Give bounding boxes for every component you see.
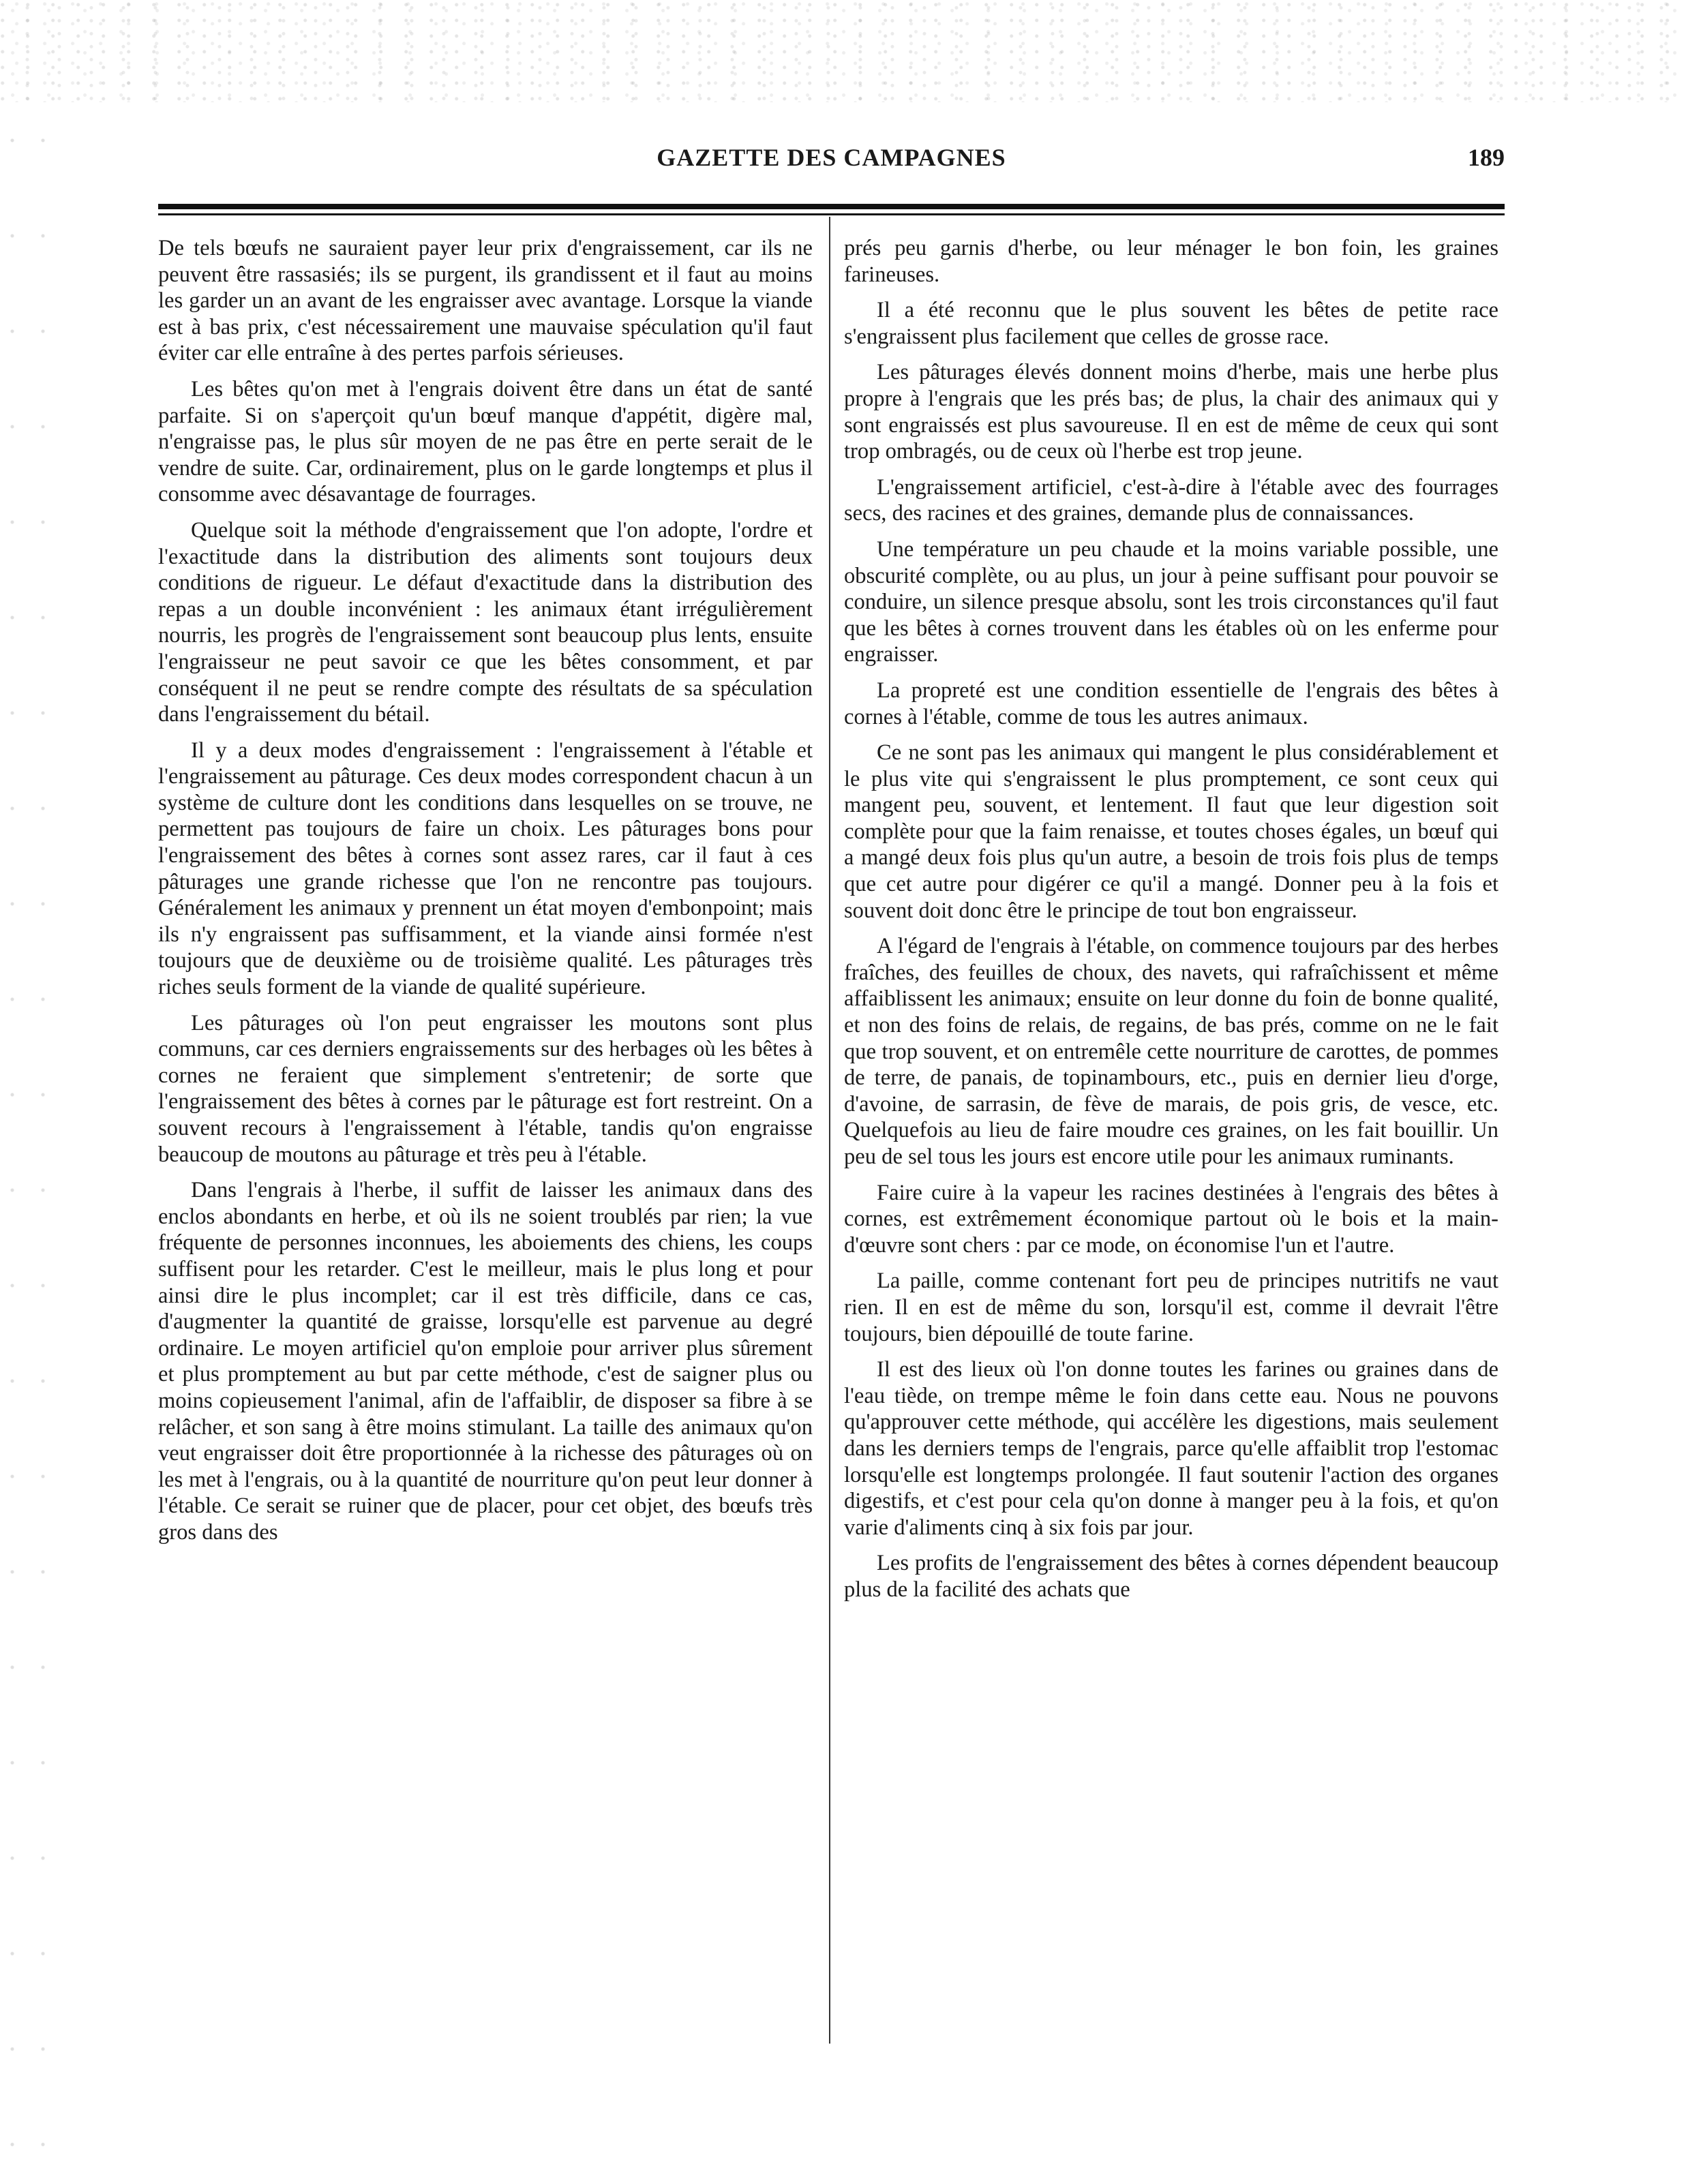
paragraph: Il y a deux modes d'engraissement : l'engraissement à l'étable et l'engraissement au pâturage. Ces deux modes correspondent chacun à un système de culture dont les conditions dans lesquelles on se trouve, ne permettent pas toujours de faire un choix. Les pâturages bons pour l'engraissement des bêtes à cornes sont assez rares, car il faut à ces pâturages une grande richesse que l'on ne rencontre pas toujours. Généralement les animaux y prennent un état moyen d'embonpoint; mais ils n'y engraissent pas suffisamment, et la viande ainsi formée n'est toujours que de deuxième ou de troisième qualité. Les pâturages très riches seuls forment de la viande de qualité supérieure. xyxy=(158,738,813,1000)
scan-noise-top xyxy=(0,0,1688,102)
paragraph: La paille, comme contenant fort peu de principes nutritifs ne vaut rien. Il en est de même du son, lorsqu'il est, comme il devrait l'être toujours, bien dépouillé de toute farine. xyxy=(844,1269,1498,1346)
column-divider xyxy=(829,217,830,2044)
paragraph: De tels bœufs ne sauraient payer leur prix d'engraissement, car ils ne peuvent être rassasiés; ils se purgent, ils grandissent et il faut au moins les garder un an avant de les engraisser avec avantage. Lorsque la viande est à bas prix, c'est nécessairement une mauvaise spéculation qu'il faut éviter car elle entraîne à des pertes parfois sérieuses. xyxy=(158,236,813,366)
publication-title: GAZETTE DES CAMPAGNES xyxy=(657,144,1006,171)
paragraph: Faire cuire à la vapeur les racines destinées à l'engrais des bêtes à cornes, est extrêmement économique partout où le bois et la main-d'œuvre sont chers : par ce mode, on économise l'un et l'autre. xyxy=(844,1180,1498,1258)
paragraph: Il est des lieux où l'on donne toutes les farines ou graines dans de l'eau tiède, on trempe même le foin dans cette eau. Nous ne pouvons qu'approuver cette méthode, qui accélère les digestions, mais seulement dans les derniers temps de l'engrais, parce qu'elle affaiblit trop l'estomac lorsqu'elle est longtemps prolongée. Il faut soutenir l'action des organes digestifs, et c'est pour cela qu'on donne à manger peu à la fois, et qu'on varie d'aliments cinq à six fois par jour. xyxy=(844,1357,1498,1540)
paragraph: Quelque soit la méthode d'engraissement que l'on adopte, l'ordre et l'exactitude dans la distribution des aliments sont toujours deux conditions de rigueur. Le défaut d'exactitude dans la distribution des repas a un double inconvénient : les animaux étant irrégulièrement nourris, les progrès de l'engraissement sont beaucoup plus lents, ensuite l'engraisseur ne peut savoir ce que les bêtes consomment, et par conséquent il ne peut se rendre compte des résultats de sa spéculation dans l'engraissement du bétail. xyxy=(158,517,813,727)
paragraph: Les bêtes qu'on met à l'engrais doivent être dans un état de santé parfaite. Si on s'aperçoit qu'un bœuf manque d'appétit, digère mal, n'engraisse pas, le plus sûr moyen de ne pas être en perte serait de le vendre de suite. Car, ordinairement, plus on le garde longtemps et plus il consomme avec désavantage de fourrages. xyxy=(158,376,813,507)
page-header xyxy=(158,143,1505,191)
paragraph: Les pâturages élevés donnent moins d'herbe, mais une herbe plus propre à l'engrais que les prés bas; de plus, la chair des animaux qui y sont engraissés est plus savoureuse. Il en est de même de ceux qui sont trop ombragés, ou de ceux où l'herbe est trop jeune. xyxy=(844,360,1498,464)
paragraph: Une température un peu chaude et la moins variable possible, une obscurité complète, ou au plus, un jour à peine suffisant pour pouvoir se conduire, un silence presque absolu, sont les trois circonstances qu'il faut que les bêtes à cornes trouvent dans les étables où on les enferme pour engraisser. xyxy=(844,536,1498,667)
paragraph: Les pâturages où l'on peut engraisser les moutons sont plus communs, car ces derniers engraissements sur des herbages où les bêtes à cornes ne feraient que simplement s'entretenir; de sorte que l'engraissement des bêtes à cornes par le pâturage est fort restreint. On a souvent recours à l'engraissement à l'étable, tandis qu'on engraisse beaucoup de moutons au pâturage et très peu à l'étable. xyxy=(158,1010,813,1167)
paragraph: Ce ne sont pas les animaux qui mangent le plus considérablement et le plus vite qui s'engraissent le plus promptement, ce sont ceux qui mangent peu, souvent, et lentement. Il faut que leur digestion soit complète pour que la faim renaisse, et toutes choses égales, un bœuf qui a mangé deux fois plus qu'un autre, a besoin de trois fois plus de temps que cet autre pour digérer ce qu'il a mangé. Donner peu à la fois et souvent doit donc être le principe de tout bon engraisseur. xyxy=(844,740,1498,923)
paragraph: Dans l'engrais à l'herbe, il suffit de laisser les animaux dans des enclos abondants en herbe, et où ils ne soient troublés par rien; la vue fréquente de personnes inconnues, les aboiements des chiens, les coups suffisent pour les retarder. C'est le meilleur, mais le plus long et pour ainsi dire le plus incomplet; car il est très difficile, dans ce cas, d'augmenter la quantité de graisse, lorsqu'elle est parvenue au degré ordinaire. Le moyen artificiel qu'on emploie pour arriver plus sûrement et plus promptement au but par cette méthode, c'est de saigner plus ou moins copieusement l'animal, afin de l'affaiblir, de disposer sa fibre à se relâcher, et son sang à être moins stimulant. La taille des animaux qu'on veut engraisser doit être proportionnée à la richesse des pâturages où on les met à l'engrais, ou à la quantité de nourriture qu'on peut leur donner à l'étable. Ce serait se ruiner que de placer, pour cet objet, des bœufs très gros dans des xyxy=(158,1178,813,1545)
paragraph: Il a été reconnu que le plus souvent les bêtes de petite race s'engraissent plus facilement que celles de grosse race. xyxy=(844,298,1498,349)
header-rule-thick xyxy=(158,204,1505,209)
paragraph: prés peu garnis d'herbe, ou leur ménager le bon foin, les graines farineuses. xyxy=(844,236,1498,287)
scan-noise-left-margin xyxy=(0,102,61,2147)
paragraph: A l'égard de l'engrais à l'étable, on commence toujours par des herbes fraîches, des feuilles de choux, des navets, qui rafraîchissent et même affaiblissent les animaux; ensuite on leur donne du foin de bonne qualité, et non des foins de relais, de regains, de bas prés, comme on ne le fait que trop souvent, et on entremêle cette nourriture de carottes, de pommes de terre, de panais, de topinambours, etc., puis en dernier lieu d'orge, d'avoine, de sarrasin, de fève de marais, de pois gris, de vesce, etc. Quelquefois au lieu de faire moudre ces graines, on les fait bouillir. Un peu de sel tous les jours est encore utile pour les animaux ruminants. xyxy=(844,934,1498,1169)
left-column xyxy=(158,235,813,1556)
header-rule-thin xyxy=(158,213,1505,215)
paragraph: Les profits de l'engraissement des bêtes à cornes dépendent beaucoup plus de la facilité des achats que xyxy=(844,1551,1498,1602)
paragraph: La propreté est une condition essentielle de l'engrais des bêtes à cornes à l'étable, comme de tous les autres animaux. xyxy=(844,678,1498,729)
page-number: 189 xyxy=(1468,144,1505,171)
paragraph: L'engraissement artificiel, c'est-à-dire à l'étable avec des fourrages secs, des racines et des graines, demande plus de connaissances. xyxy=(844,474,1498,526)
right-column xyxy=(844,235,1498,1613)
